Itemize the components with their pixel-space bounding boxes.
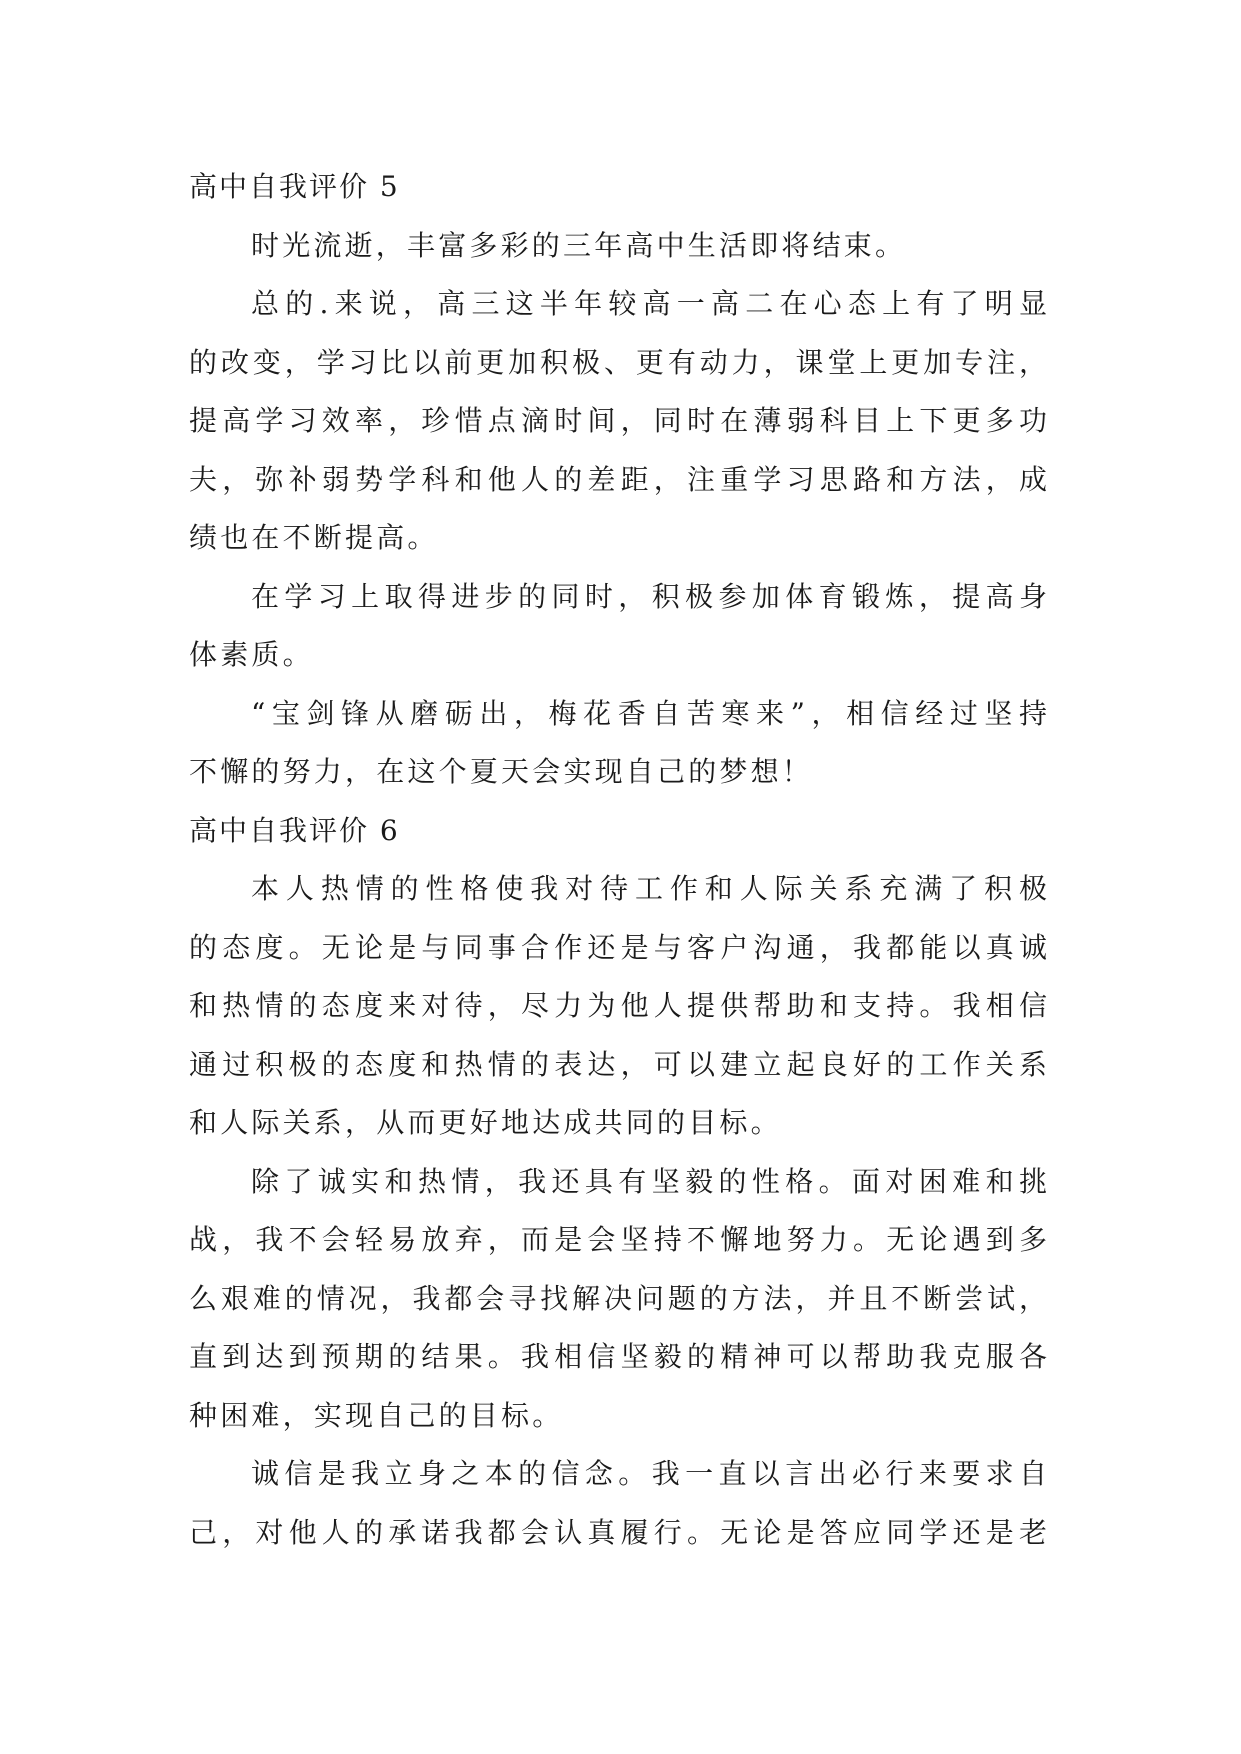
- section-heading: 高中自我评价 5: [189, 170, 400, 203]
- section-heading: 高中自我评价 6: [189, 813, 400, 847]
- paragraph-line: 提高学习效率，珍惜点滴时间，同时在薄弱科目上下更多功: [189, 404, 1047, 437]
- paragraph-line: 总的.来说，高三这半年较高一高二在心态上有了明显: [251, 287, 1047, 320]
- paragraph-line: 己，对他人的承诺我都会认真履行。无论是答应同学还是老: [189, 1515, 1047, 1549]
- paragraph-line: 么艰难的情况，我都会寻找解决问题的方法，并且不断尝试，: [189, 1281, 1047, 1315]
- paragraph-line: 时光流逝，丰富多彩的三年高中生活即将结束。: [251, 228, 907, 262]
- paragraph-line: 和热情的态度来对待，尽力为他人提供帮助和支持。我相信: [189, 989, 1047, 1022]
- paragraph-line: 在学习上取得进步的同时，积极参加体育锻炼，提高身: [251, 579, 1047, 613]
- document-body: [189, 158, 1047, 1562]
- paragraph-line: 体素质。: [189, 638, 314, 671]
- paragraph-line: 通过积极的态度和热情的表达，可以建立起良好的工作关系: [189, 1047, 1047, 1081]
- paragraph-line: 夫，弥补弱势学科和他人的差距，注重学习思路和方法，成: [189, 462, 1047, 496]
- paragraph-line: 不懈的努力，在这个夏天会实现自己的梦想！: [189, 755, 814, 788]
- paragraph-line: 和人际关系，从而更好地达成共同的目标。: [189, 1106, 782, 1139]
- paragraph-line: 绩也在不断提高。: [189, 521, 439, 554]
- paragraph-line: 的态度。无论是与同事合作还是与客户沟通，我都能以真诚: [189, 930, 1047, 964]
- paragraph-line: 诚信是我立身之本的信念。我一直以言出必行来要求自: [251, 1457, 1047, 1490]
- paragraph-line: 本人热情的性格使我对待工作和人际关系充满了积极: [251, 872, 1047, 905]
- paragraph-line: 的改变，学习比以前更加积极、更有动力，课堂上更加专注，: [189, 345, 1047, 379]
- paragraph-line: 除了诚实和热情，我还具有坚毅的性格。面对困难和挑: [251, 1164, 1047, 1198]
- paragraph-line: 战，我不会轻易放弃，而是会坚持不懈地努力。无论遇到多: [189, 1223, 1047, 1256]
- paragraph-line: 直到达到预期的结果。我相信坚毅的精神可以帮助我克服各: [189, 1340, 1047, 1373]
- paragraph-line: 种困难，实现自己的目标。: [189, 1398, 564, 1432]
- paragraph-line: “宝剑锋从磨砺出，梅花香自苦寒来”，相信经过坚持: [251, 696, 1047, 730]
